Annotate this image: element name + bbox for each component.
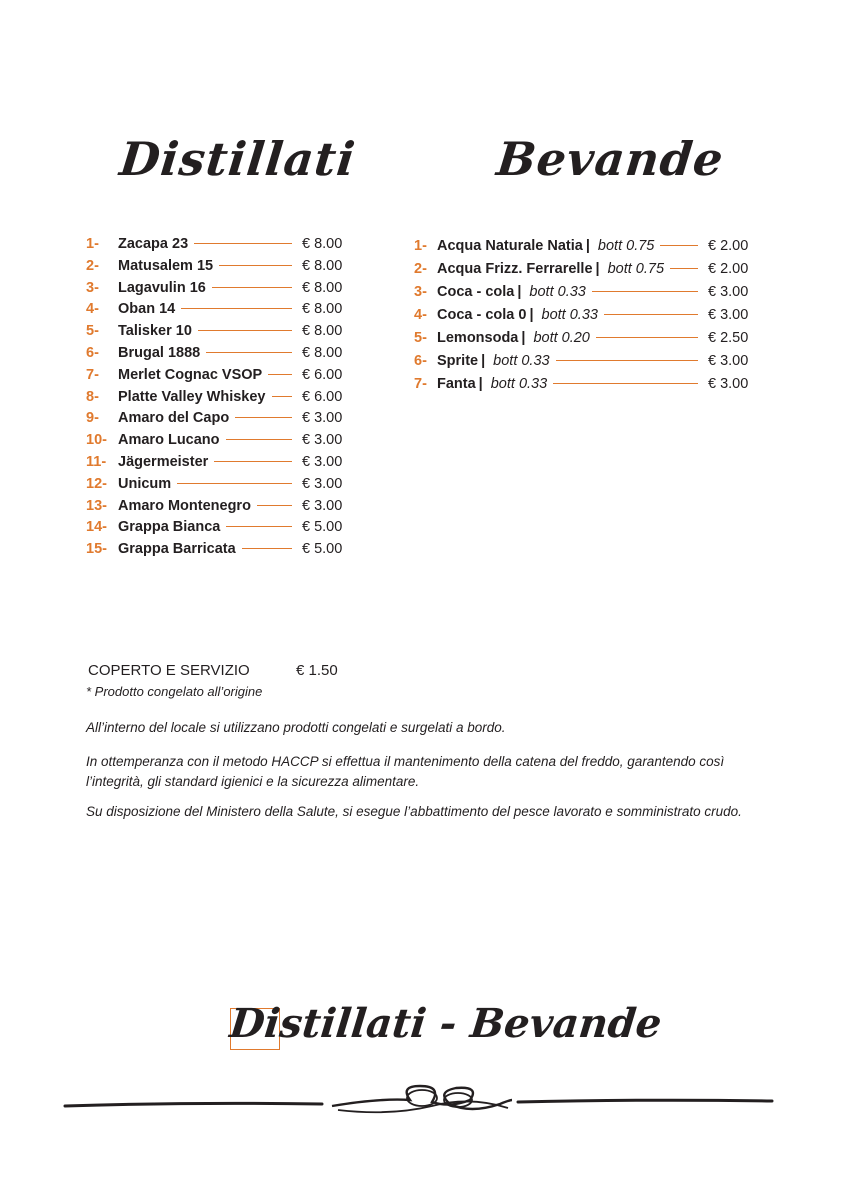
coperto-label: COPERTO E SERVIZIO (88, 662, 250, 679)
item-price: € 3.00 (302, 475, 343, 492)
menu-item (414, 261, 754, 284)
item-name: Sprite (437, 353, 479, 369)
menu-item (86, 498, 346, 520)
dotted-leader (242, 548, 292, 549)
item-price: € 3.00 (302, 432, 343, 449)
item-number: 13- (86, 497, 107, 514)
item-price: € 3.00 (708, 376, 749, 392)
item-price: € 3.00 (302, 453, 343, 470)
coperto-row (88, 662, 348, 679)
item-name: Grappa Bianca (118, 519, 221, 536)
item-price: € 3.00 (708, 307, 749, 323)
menu-item (86, 541, 346, 563)
item-price: € 8.00 (302, 344, 343, 361)
item-price: € 8.00 (302, 279, 343, 296)
menu-item (414, 353, 754, 376)
dotted-leader (219, 265, 292, 266)
item-price: € 5.00 (302, 519, 343, 536)
item-price: € 6.00 (302, 366, 343, 383)
item-number: 6- (86, 344, 99, 361)
item-number: 15- (86, 541, 107, 558)
decorative-flourish-divider (60, 1080, 780, 1120)
item-name: Zacapa 23 (118, 236, 189, 252)
menu-item (86, 410, 346, 432)
dotted-leader (272, 396, 293, 397)
dotted-leader (596, 337, 698, 338)
dotted-leader (660, 245, 698, 246)
item-name: Lemonsoda (437, 330, 519, 346)
coperto-price: € 1.50 (296, 662, 338, 679)
item-name: Amaro del Capo (118, 410, 230, 427)
item-separator: | (478, 376, 483, 392)
dotted-leader (198, 330, 292, 331)
item-price: € 2.00 (708, 261, 749, 277)
item-name: Amaro Montenegro (118, 497, 251, 514)
menu-item (86, 519, 346, 541)
item-price: € 3.00 (708, 353, 749, 369)
menu-item (86, 432, 346, 454)
bevande-section-title: Bevande (494, 132, 727, 186)
item-price: € 2.50 (708, 330, 749, 346)
item-number: 7- (86, 366, 99, 383)
item-name: Merlet Cognac VSOP (118, 366, 263, 383)
dotted-leader (235, 417, 292, 418)
bottle-size: bott 0.75 (607, 261, 665, 277)
item-name: Acqua Frizz. Ferrarelle (437, 261, 593, 277)
item-name: Fanta (437, 376, 476, 392)
item-separator: | (529, 307, 534, 323)
menu-item (414, 238, 754, 261)
item-name: Acqua Naturale Natia (437, 238, 583, 254)
dotted-leader (670, 268, 698, 269)
bevande-list (414, 238, 754, 399)
dotted-leader (177, 483, 292, 484)
item-number: 9- (86, 410, 99, 427)
item-price: € 8.00 (302, 236, 343, 252)
item-number: 8- (86, 388, 99, 405)
item-number: 14- (86, 519, 107, 536)
item-separator: | (481, 353, 486, 369)
menu-item (86, 301, 346, 323)
item-name: Talisker 10 (118, 323, 192, 340)
menu-item (414, 376, 754, 399)
menu-item (86, 367, 346, 389)
item-name: Matusalem 15 (118, 257, 214, 274)
frozen-products-paragraph: All’interno del locale si utilizzano prodotti congelati e surgelati a bordo. (86, 720, 506, 735)
menu-item (414, 307, 754, 330)
frozen-product-note: * Prodotto congelato all’origine (86, 684, 263, 699)
item-price: € 2.00 (708, 238, 749, 254)
bottle-size: bott 0.20 (533, 330, 590, 346)
dotted-leader (194, 243, 292, 244)
dotted-leader (212, 287, 292, 288)
dotted-leader (556, 360, 698, 361)
bottle-size: bott 0.33 (529, 284, 586, 300)
distillati-list (86, 236, 346, 563)
item-number: 7- (414, 376, 427, 392)
item-number: 1- (414, 238, 427, 254)
item-name: Oban 14 (118, 301, 176, 318)
menu-item (86, 389, 346, 411)
item-separator: | (595, 261, 600, 277)
footer-title: Distillati - Bevande (227, 1000, 664, 1047)
item-number: 5- (414, 330, 427, 346)
menu-item (414, 330, 754, 353)
menu-item (414, 284, 754, 307)
dotted-leader (214, 461, 292, 462)
dotted-leader (181, 308, 292, 309)
dotted-leader (206, 352, 292, 353)
item-price: € 6.00 (302, 388, 343, 405)
item-number: 5- (86, 323, 99, 340)
item-number: 11- (86, 453, 107, 470)
bottle-size: bott 0.33 (490, 376, 548, 392)
dotted-leader (257, 505, 292, 506)
item-number: 6- (414, 353, 427, 369)
item-separator: | (521, 330, 526, 346)
menu-item (86, 236, 346, 258)
item-name: Coca - cola 0 (437, 307, 527, 323)
item-separator: | (585, 238, 590, 254)
menu-item (86, 258, 346, 280)
item-price: € 3.00 (302, 497, 343, 514)
item-number: 1- (86, 236, 99, 252)
item-price: € 8.00 (302, 323, 343, 340)
item-number: 2- (414, 261, 427, 277)
dotted-leader (268, 374, 292, 375)
item-price: € 8.00 (302, 257, 343, 274)
item-name: Coca - cola (437, 284, 515, 300)
item-name: Unicum (118, 475, 172, 492)
menu-item (86, 454, 346, 476)
item-number: 3- (414, 284, 427, 300)
bottle-size: bott 0.75 (597, 238, 655, 254)
menu-item (86, 323, 346, 345)
item-name: Platte Valley Whiskey (118, 388, 266, 405)
item-number: 2- (86, 257, 99, 274)
dotted-leader (226, 526, 292, 527)
menu-item (86, 345, 346, 367)
dotted-leader (226, 439, 292, 440)
item-name: Jägermeister (118, 453, 209, 470)
item-name: Brugal 1888 (118, 344, 201, 361)
item-name: Grappa Barricata (118, 541, 236, 558)
item-number: 3- (86, 279, 99, 296)
ministry-paragraph: Su disposizione del Ministero della Salute, si esegue l’abbattimento del pesce lavorato e somministrato crudo. (86, 804, 742, 819)
menu-item (86, 476, 346, 498)
dotted-leader (604, 314, 698, 315)
item-number: 12- (86, 475, 107, 492)
item-separator: | (517, 284, 522, 300)
dotted-leader (553, 383, 698, 384)
haccp-paragraph: In ottemperanza con il metodo HACCP si effettua il mantenimento della catena del freddo, garantendo così l’integrità, gli standard igienici e la sicurezza alimentare. (86, 754, 725, 789)
bottle-size: bott 0.33 (541, 307, 598, 323)
item-price: € 8.00 (302, 301, 343, 318)
item-name: Amaro Lucano (118, 432, 220, 449)
item-price: € 3.00 (708, 284, 749, 300)
menu-item (86, 280, 346, 302)
item-number: 4- (86, 301, 99, 318)
item-number: 4- (414, 307, 427, 323)
item-price: € 5.00 (302, 541, 343, 558)
item-price: € 3.00 (302, 410, 343, 427)
item-name: Lagavulin 16 (118, 279, 206, 296)
item-number: 10- (86, 432, 107, 449)
dotted-leader (592, 291, 698, 292)
bottle-size: bott 0.33 (493, 353, 550, 369)
distillati-section-title: Distillati (117, 132, 359, 186)
